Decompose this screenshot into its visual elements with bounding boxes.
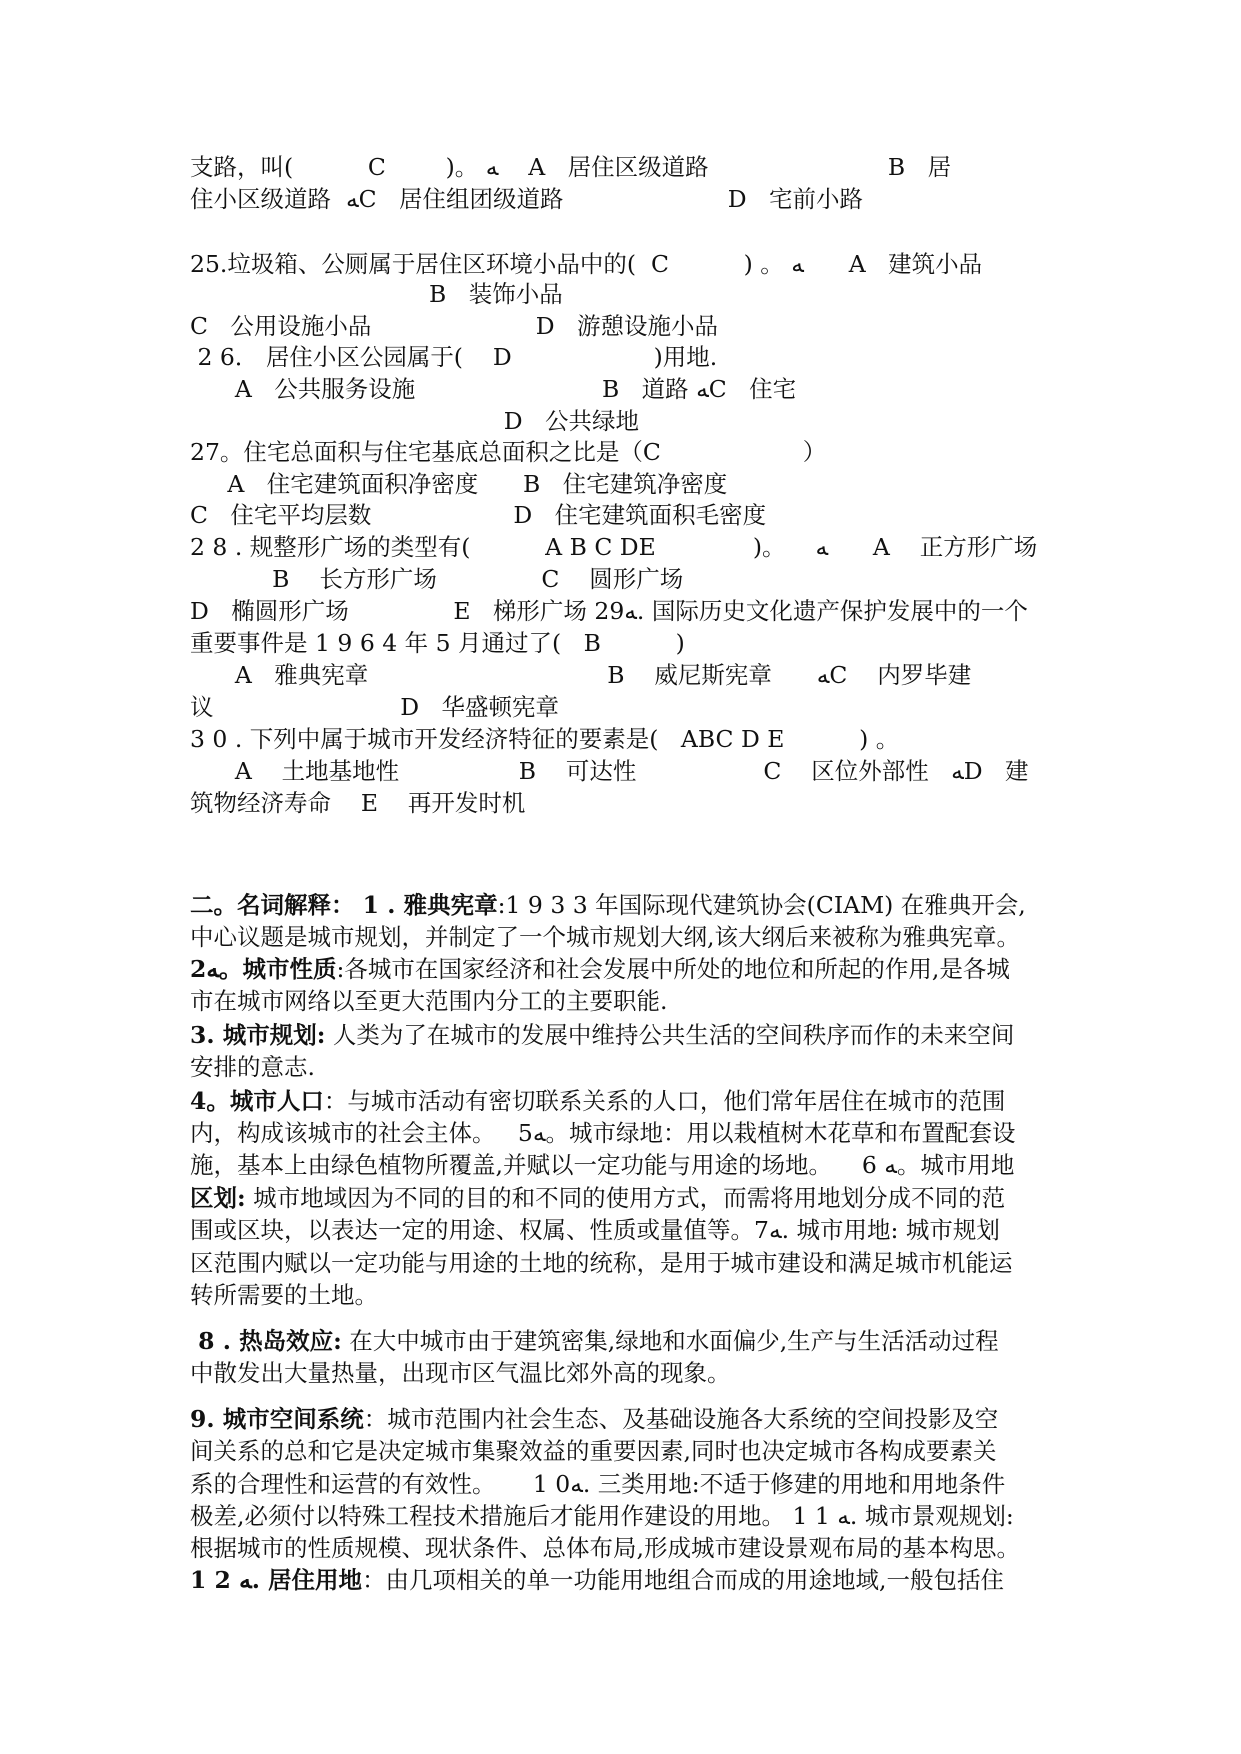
text-line: 25.垃圾箱、公厕属于居住区环境小品中的( C ) 。 ﻪ A 建筑小品 [190, 250, 983, 278]
definition-line: 中散发出大量热量，出现市区气温比郊外高的现象。 [190, 1359, 731, 1387]
definition-text: :1 9 3 3 年国际现代建筑协会(CIAM) 在雅典开会, [497, 891, 1026, 919]
text-line: 3 0 . 下列中属于城市开发经济特征的要素是( ABC D E ) 。 [190, 725, 900, 753]
definition-line: 中心议题是城市规划，并制定了一个城市规划大纲,该大纲后来被称为雅典宪章。 [190, 923, 1020, 951]
text-line: C 公用设施小品 D 游憩设施小品 [190, 312, 718, 340]
definition-line: 1 2 ﻪ. 居住用地：由几项相关的单一功能用地组合而成的用途地域,一般包括住 [190, 1566, 1005, 1594]
text-line: 重要事件是 1 9 6 4 年 5 月通过了( B ) [190, 629, 685, 657]
definition-line: 8 . 热岛效应: 在大中城市由于建筑密集,绿地和水面偏少,生产与生活活动过程 [190, 1327, 999, 1355]
definition-line: 间关系的总和它是决定城市集聚效益的重要因素,同时也决定城市各构成要素关 [190, 1437, 997, 1465]
text-line: 议 D 华盛顿宪章 [190, 693, 560, 721]
text-line: A 住宅建筑面积净密度 B 住宅建筑净密度 [190, 470, 728, 498]
text-line: 2 8 . 规整形广场的类型有( A B C DE )。 ﻪ A 正方形广场 [190, 533, 1038, 561]
definition-term: 2ﻪ。城市性质 [190, 955, 337, 983]
definition-line: 围或区块，以表达一定的用途、权属、性质或量值等。7ﻪ. 城市用地: 城市规划 [190, 1216, 1000, 1244]
definition-line: 施，基本上由绿色植物所覆盖,并赋以一定功能与用途的场地。 6 ﻪ。城市用地 [190, 1151, 1015, 1179]
definition-line: 根据城市的性质规模、现状条件、总体布局,形成城市建设景观布局的基本构思。 [190, 1534, 1020, 1562]
definition-line: 市在城市网络以至更大范围内分工的主要职能. [190, 987, 668, 1015]
definition-term: 8 . 热岛效应: [190, 1327, 342, 1355]
definition-line: 内，构成该城市的社会主体。 5ﻪ。城市绿地：用以栽植树木花草和布置配套设 [190, 1119, 1016, 1147]
text-line: 27。住宅总面积与住宅基底总面积之比是（C ） [190, 438, 827, 466]
definition-line [190, 888, 1070, 922]
text-line: A 土地基地性 B 可达性 C 区位外部性 ﻪD 建 [190, 757, 1029, 785]
text-line: B 长方形广场 C 圆形广场 [190, 565, 684, 593]
definition-line: 系的合理性和运营的有效性。 1 0ﻪ. 三类用地:不适于修建的用地和用地条件 [190, 1470, 1006, 1498]
definition-line: 转所需要的土地。 [190, 1281, 378, 1309]
definition-line: 安排的意志. [190, 1053, 315, 1081]
definition-line: 区划: 城市地域因为不同的目的和不同的使用方式，而需将用地划分成不同的范 [190, 1184, 1006, 1212]
text-line: B 装饰小品 [190, 280, 563, 308]
text-line: 住小区级道路 ﻪC 居住组团级道路 D 宅前小路 [190, 185, 864, 213]
definition-line: 2ﻪ。城市性质:各城市在国家经济和社会发展中所处的地位和所起的作用,是各城 [190, 955, 1010, 983]
definition-line: 3. 城市规划: 人类为了在城市的发展中维持公共生活的空间秩序而作的未来空间 [190, 1021, 1015, 1049]
definition-term: 4。城市人口 [190, 1087, 324, 1115]
text-line: 支路，叫( C )。 ﻪ A 居住区级道路 B 居 [190, 153, 952, 181]
definition-term: 区划: [190, 1184, 246, 1212]
text-line: A 雅典宪章 B 威尼斯宪章 ﻪC 内罗毕建 [190, 661, 972, 689]
definition-term: 1 2 ﻪ. 居住用地 [190, 1566, 363, 1594]
definition-line: 9. 城市空间系统：城市范围内社会生态、及基础设施各大系统的空间投影及空 [190, 1405, 999, 1433]
definition-line: 区范围内赋以一定功能与用途的土地的统称，是用于城市建设和满足城市机能运 [190, 1249, 1013, 1277]
definition-line: 极差,必须付以特殊工程技术措施后才能用作建设的用地。 1 1 ﻪ. 城市景观规划: [190, 1502, 1014, 1530]
text-line: 2 6． 居住小区公园属于( D )用地. [190, 343, 718, 371]
text-line: C 住宅平均层数 D 住宅建筑面积毛密度 [190, 501, 767, 529]
definition-line: 4。城市人口：与城市活动有密切联系关系的人口，他们常年居住在城市的范围 [190, 1087, 1006, 1115]
definition-term: 3. 城市规划: [190, 1021, 326, 1049]
text-line: D 椭圆形广场 E 梯形广场 29ﻪ. 国际历史文化遗产保护发展中的一个 [190, 597, 1028, 625]
definition-term: 9. 城市空间系统 [190, 1405, 364, 1433]
definition-term: 二。名词解释： 1 . 雅典宪章 [190, 891, 498, 919]
text-line: 筑物经济寿命 E 再开发时机 [190, 789, 526, 817]
text-line: A 公共服务设施 B 道路 ﻪC 住宅 [190, 375, 797, 403]
text-line: D 公共绿地 [190, 407, 639, 435]
